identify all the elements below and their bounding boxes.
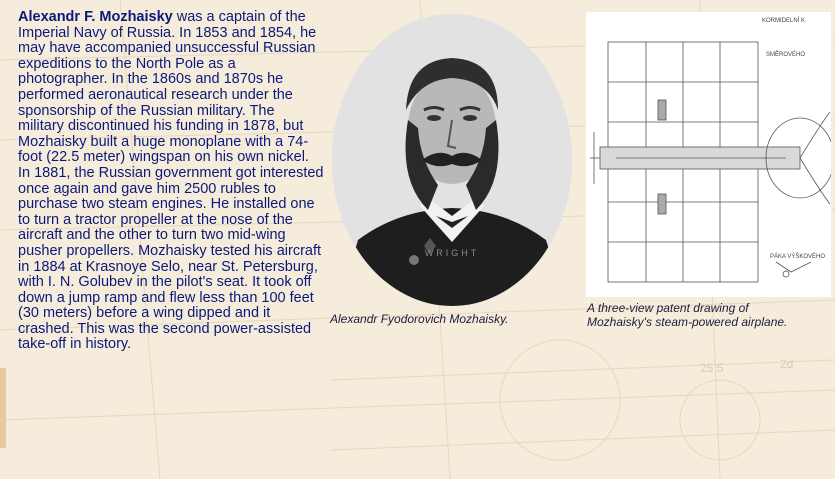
drawing-caption-line2: Mozhaisky's steam-powered airplane.: [587, 315, 788, 329]
portrait-photo: [328, 10, 576, 310]
drawing-caption: [587, 301, 827, 329]
svg-text:25 5: 25 5: [700, 361, 724, 375]
drawing-caption-line1: A three-view patent drawing of: [587, 301, 749, 315]
svg-text:2d: 2d: [780, 357, 794, 371]
left-accent-bar: [0, 368, 6, 448]
article-lead-name: Alexandr F. Mozhaisky: [18, 9, 173, 25]
drawing-label-3: PÁKA VÝŠKOVÉHO: [770, 254, 826, 260]
article-body: was a captain of the Imperial Navy of Russia. In 1853 and 1854, he may have accompanied unsuccessful Russian expeditions to the North Pole as a photographer. In the 1860s and 1870s he performed aeronautical research under the sponsorship of the Russian military. The military discontinued his funding in 1878, but Mozhaisky built a huge monoplane with a 74-foot (22.5 meter) wingspan on his own nickel. In 1881, the Russian government got interested once again and gave him 2500 rubles to purchase two steam engines. He installed one to turn a tractor propeller at the nose of the aircraft and the other to turn two mid-wing pusher propellers. Mozhaisky tested his aircraft in 1884 at Krasnoye Selo, near St. Petersburg, with I. N. Golubev in the pilot's seat. It took off down a jump ramp and flew less than 100 feet (30 meters) before a wing dipped and it crashed. This was the second power-assisted take-off in history.: [18, 9, 324, 353]
drawing-label-2: SMĚROVÉHO: [766, 52, 806, 58]
portrait-caption: Alexandr Fyodorovich Mozhaisky.: [330, 312, 509, 326]
article-text: [18, 10, 324, 353]
patent-drawing: [586, 12, 831, 297]
drawing-label-1: KORMIDELNÍ K: [762, 18, 806, 24]
portrait-watermark: WRIGHT: [424, 248, 480, 258]
